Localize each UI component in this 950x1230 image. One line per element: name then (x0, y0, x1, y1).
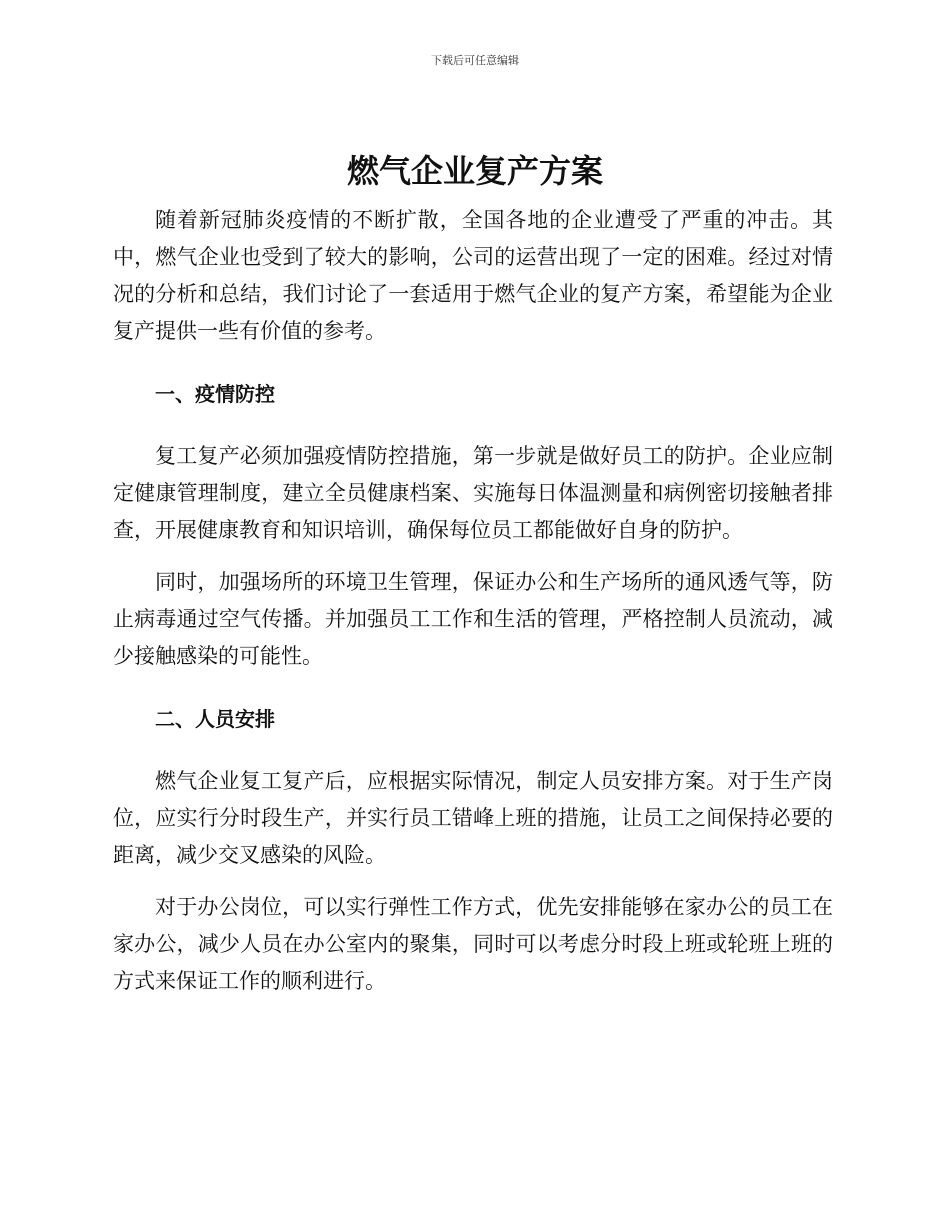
section-paragraph: 同时，加强场所的环境卫生管理，保证办公和生产场所的通风透气等，防止病毒通过空气传播。并加强员工工作和生活的管理，严格控制人员流动，减少接触感染的可能性。 (113, 570, 833, 668)
intro-paragraph: 随着新冠肺炎疫情的不断扩散，全国各地的企业遭受了严重的冲击。其中，燃气企业也受到了较大的影响，公司的运营出现了一定的困难。经过对情况的分析和总结，我们讨论了一套适用于燃气企业的复产方案，希望能为企业复产提供一些有价值的参考。 (113, 208, 833, 343)
section-paragraph: 复工复产必须加强疫情防控措施，第一步就是做好员工的防护。企业应制定健康管理制度，建立全员健康档案、实施每日体温测量和病例密切接触者排查，开展健康教育和知识培训，确保每位员工都能做好自身的防护。 (113, 444, 833, 542)
document-title: 燃气企业复产方案 (346, 152, 603, 190)
section-paragraph: 燃气企业复工复产后，应根据实际情况，制定人员安排方案。对于生产岗位，应实行分时段生产，并实行员工错峰上班的措施，让员工之间保持必要的距离，减少交叉感染的风险。 (113, 769, 833, 867)
page-header-note: 下载后可任意编辑 (431, 54, 519, 67)
section-heading-epidemic-control: 一、疫情防控 (155, 382, 275, 406)
document-body (113, 202, 833, 1000)
section-heading-staffing: 二、人员安排 (155, 707, 275, 731)
section-paragraph: 对于办公岗位，可以实行弹性工作方式，优先安排能够在家办公的员工在家办公，减少人员在办公室内的聚集，同时可以考虑分时段上班或轮班上班的方式来保证工作的顺利进行。 (113, 895, 833, 993)
